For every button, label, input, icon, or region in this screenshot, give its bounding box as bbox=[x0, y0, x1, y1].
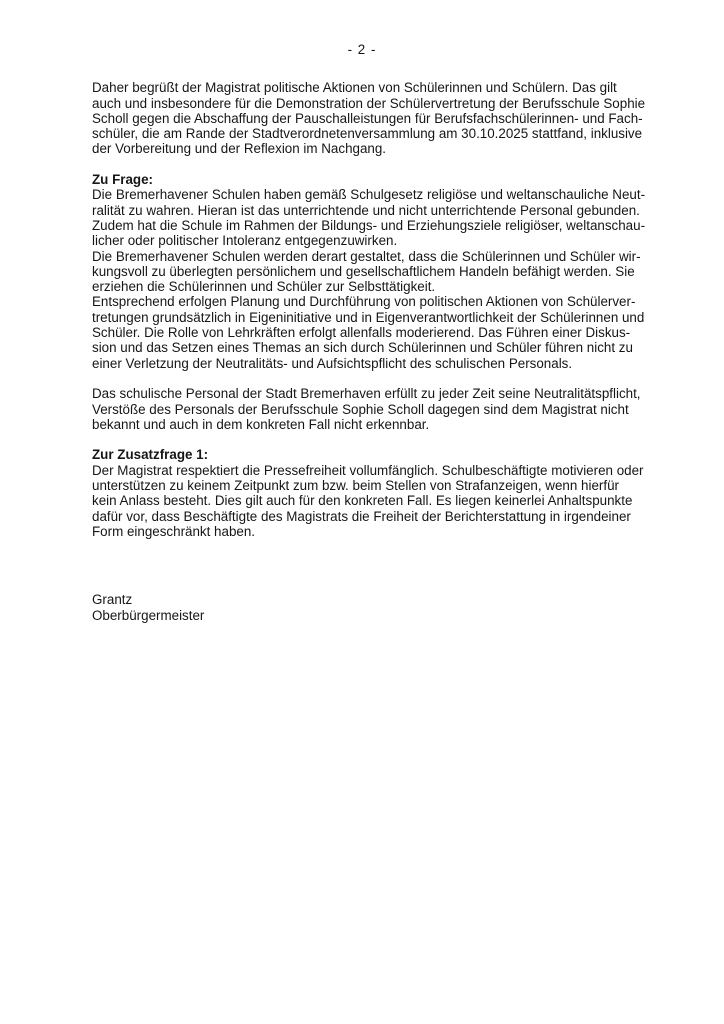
text-line: schüler, die am Rande der Stadtverordnetenversammlung am 30.10.2025 stattfand, inklusive bbox=[92, 126, 643, 142]
text-line: Zudem hat die Schule im Rahmen der Bildungs- und Erziehungsziele religiöser, weltanschau- bbox=[92, 217, 646, 233]
text-line: Der Magistrat respektiert die Pressefreiheit vollumfänglich. Schulbeschäftigte motivieren oder bbox=[92, 462, 644, 478]
text-line: dafür vor, dass Beschäftigte des Magistrats die Freiheit der Berichterstattung in irgendeiner bbox=[92, 508, 631, 524]
document-body bbox=[92, 80, 648, 623]
text-line: Oberbürgermeister bbox=[92, 607, 205, 623]
text-line: Schüler. Die Rolle von Lehrkräften erfolgt allenfalls moderierend. Das Führen einer Diskus- bbox=[92, 325, 631, 341]
text-line: erziehen die Schülerinnen und Schüler zur Selbsttätigkeit. bbox=[92, 279, 436, 295]
page-number: - 2 - bbox=[347, 42, 377, 57]
text-line: kungsvoll zu überlegten persönlichem und gesellschaftlichem Handeln befähigt werden. Sie bbox=[92, 263, 635, 279]
text-line: einer Verletzung der Neutralitäts- und Aufsichtspflicht des schulischen Personals. bbox=[92, 355, 573, 371]
paragraph-neutrality bbox=[92, 386, 648, 432]
paragraph-zusatzfrage-1 bbox=[92, 463, 648, 539]
paragraph-zu-frage bbox=[92, 187, 648, 371]
text-line: bekannt und auch in dem konkreten Fall nicht erkennbar. bbox=[92, 416, 430, 432]
text-line: Verstöße des Personals der Berufsschule Sophie Scholl dagegen sind dem Magistrat nicht bbox=[92, 401, 629, 417]
text-line: Scholl gegen die Abschaffung der Pauschalleistungen für Berufsfachschülerinnen- und Fach- bbox=[92, 110, 643, 126]
text-line: Daher begrüßt der Magistrat politische Aktionen von Schülerinnen und Schülern. Das gilt bbox=[92, 80, 617, 96]
text-line: licher oder politischer Intoleranz entgegenzuwirken. bbox=[92, 233, 398, 249]
text-line: tretungen grundsätzlich in Eigeninitiative und in Eigenverantwortlichkeit der Schülerinnen und bbox=[92, 309, 645, 325]
text-line: Die Bremerhavener Schulen haben gemäß Schulgesetz religiöse und weltanschauliche Neut- bbox=[92, 187, 646, 203]
text-line: Grantz bbox=[92, 592, 133, 608]
heading-zu-frage: Zu Frage: bbox=[92, 172, 154, 188]
text-line: ralität zu wahren. Hieran ist das unterrichtende und nicht unterrichtende Personal gebunden. bbox=[92, 202, 640, 218]
text-line: Entsprechend erfolgen Planung und Durchführung von politischen Aktionen von Schülerver- bbox=[92, 294, 636, 310]
text-line: Form eingeschränkt haben. bbox=[92, 523, 256, 539]
paragraph-intro bbox=[92, 80, 648, 156]
text-line: der Vorbereitung und der Reflexion im Nachgang. bbox=[92, 141, 387, 157]
text-line: auch und insbesondere für die Demonstration der Schülervertretung der Berufsschule Sophie bbox=[92, 95, 646, 111]
text-line: kein Anlass besteht. Dies gilt auch für den konkreten Fall. Es liegen keinerlei Anhaltspunkte bbox=[92, 493, 633, 509]
text-line: unterstützen zu keinem Zeitpunkt zum bzw. beim Stellen von Strafanzeigen, wenn hierfür bbox=[92, 478, 619, 494]
text-line: sion und das Setzen eines Themas an sich durch Schülerinnen und Schüler führen nicht zu bbox=[92, 340, 633, 356]
text-line: Das schulische Personal der Stadt Bremerhaven erfüllt zu jeder Zeit seine Neutralitätspflicht, bbox=[92, 386, 641, 402]
signature-block bbox=[92, 592, 648, 623]
heading-zusatzfrage-1: Zur Zusatzfrage 1: bbox=[92, 447, 209, 463]
text-line: Die Bremerhavener Schulen werden derart gestaltet, dass die Schülerinnen und Schüler wir- bbox=[92, 248, 641, 264]
